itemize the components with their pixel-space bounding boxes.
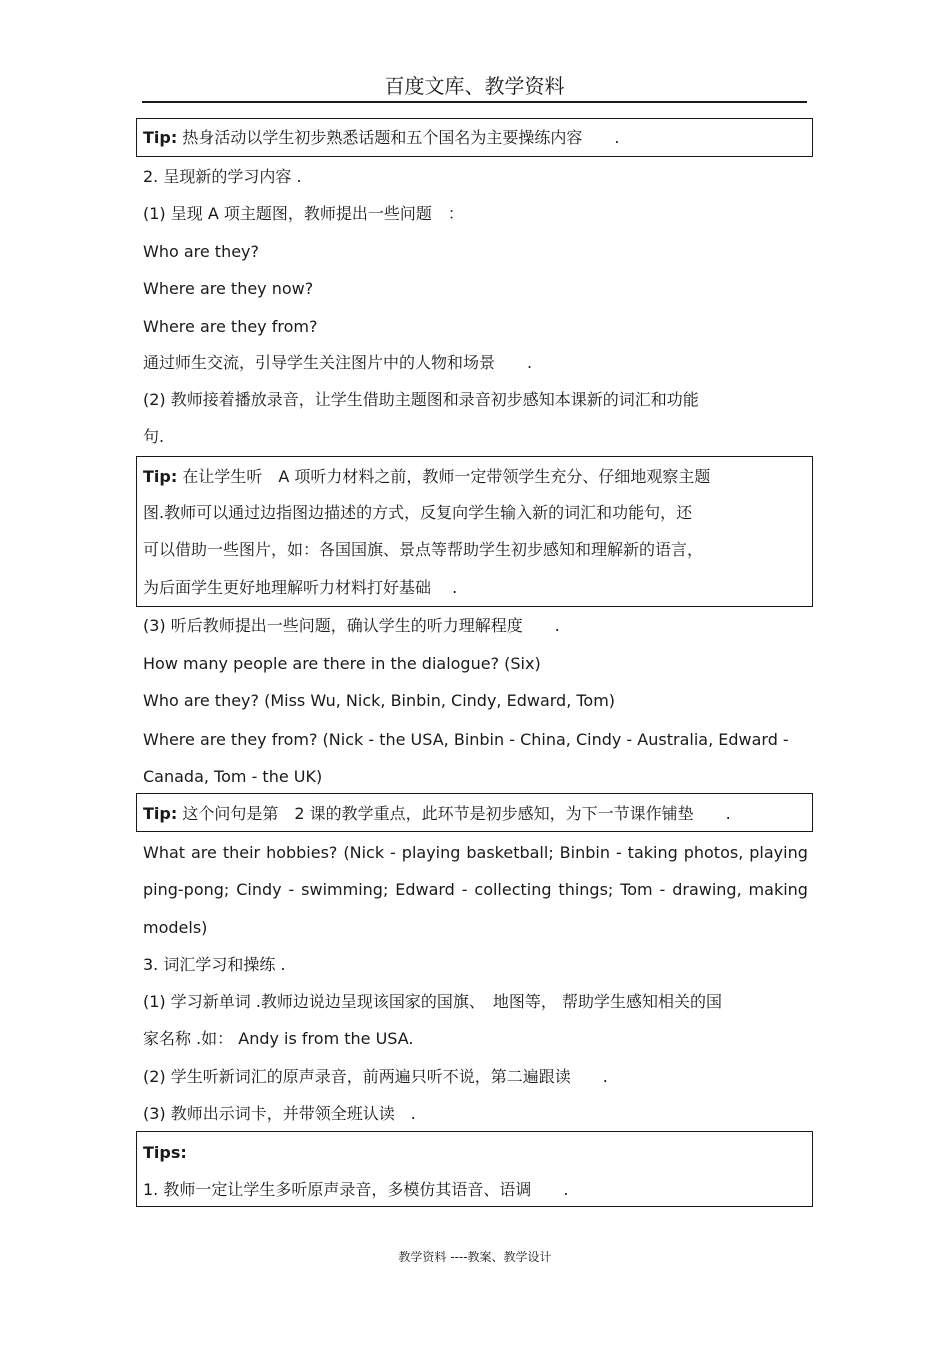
hobbies-line2 — [143, 879, 808, 901]
tip-line — [143, 466, 710, 488]
hobbies-word: playing — [749, 843, 808, 862]
hobbies-word: making — [748, 880, 808, 899]
tips-box-vocab — [136, 1131, 813, 1207]
question-where-countries-line2: Canada, Tom - the UK) — [143, 767, 323, 786]
section-heading-3: 3. 词汇学习和操练 . — [143, 955, 286, 974]
tip-line: 为后面学生更好地理解听力材料打好基础 . — [143, 578, 458, 597]
tip-line: 可以借助一些图片，如：各国国旗、景点等帮助学生初步感知和理解新的语言， — [143, 540, 704, 559]
vocab-step-1-line1: (1) 学习新单词 .教师边说边呈现该国家的国旗、 地图等， 帮助学生感知相关的国 — [143, 992, 723, 1011]
hobbies-word: - — [615, 843, 622, 862]
tip-text: 在让学生听 A 项听力材料之前，教师一定带领学生充分、仔细地观察主题 — [182, 467, 711, 486]
hobbies-word: Cindy — [236, 880, 282, 899]
hobbies-word: - — [461, 880, 468, 899]
step-3-text: (3) 听后教师提出一些问题，确认学生的听力理解程度 . — [143, 616, 560, 635]
hobbies-word: ping-pong; — [143, 880, 230, 899]
hobbies-word: are — [191, 843, 217, 862]
hobbies-word: taking — [627, 843, 678, 862]
step-1-text: (1) 呈现 A 项主题图，教师提出一些问题 ： — [143, 204, 464, 223]
step-2-text-line1: (2) 教师接着播放录音，让学生借助主题图和录音初步感知本课新的词汇和功能 — [143, 390, 699, 409]
hobbies-line1 — [143, 842, 808, 864]
tip-label: Tip: — [143, 128, 178, 147]
tips-label-text: Tips: — [143, 1143, 187, 1162]
hobbies-line3: models) — [143, 918, 208, 937]
tip-text: 热身活动以学生初步熟悉话题和五个国名为主要操练内容 . — [182, 128, 620, 147]
header-divider — [142, 101, 807, 103]
vocab-step-3: (3) 教师出示词卡，并带领全班认读 . — [143, 1104, 416, 1123]
vocab-step-2: (2) 学生听新词汇的原声录音，前两遍只听不说，第二遍跟读 . — [143, 1067, 608, 1086]
hobbies-word: drawing, — [672, 880, 742, 899]
hobbies-word: Tom — [620, 880, 653, 899]
hobbies-word: Binbin — [559, 843, 610, 862]
tip-label: Tip: — [143, 804, 178, 823]
tip-box-listening — [136, 456, 813, 607]
hobbies-word: their — [222, 843, 261, 862]
hobbies-word: basketball; — [466, 843, 554, 862]
tip-line — [143, 127, 619, 149]
question-how-many: How many people are there in the dialogue? (Six) — [143, 654, 541, 673]
hobbies-word: - — [390, 843, 396, 862]
hobbies-word: - — [288, 880, 295, 899]
page-header-title: 百度文库、教学资料 — [384, 74, 565, 98]
section-heading-2: 2. 呈现新的学习内容 . — [143, 167, 302, 186]
hobbies-word: swimming; — [301, 880, 389, 899]
page-footer: 教学资料 ----教案、教学设计 — [398, 1250, 552, 1264]
hobbies-word: (Nick — [343, 843, 385, 862]
question-where-now: Where are they now? — [143, 279, 314, 298]
tip-line: 图.教师可以通过边指图边描述的方式，反复向学生输入新的词汇和功能句，还 — [143, 503, 693, 522]
hobbies-word: photos, — [683, 843, 744, 862]
tips-line: 1. 教师一定让学生多听原声录音，多模仿其语音、语调 . — [143, 1180, 569, 1199]
tips-label — [143, 1142, 187, 1164]
hobbies-word: collecting — [474, 880, 552, 899]
question-where-countries-line1: Where are they from? (Nick - the USA, Binbin - China, Cindy - Australia, Edward - — [143, 730, 789, 749]
tip-line — [143, 803, 731, 825]
tip-box-warmup — [136, 118, 813, 157]
question-who: Who are they? — [143, 242, 260, 261]
tip-label: Tip: — [143, 467, 178, 486]
tip-text: 这个问句是第 2 课的教学重点，此环节是初步感知，为下一节课作铺垫 . — [182, 804, 731, 823]
step-2-text-line2: 句. — [143, 427, 165, 446]
hobbies-word: What — [143, 843, 186, 862]
hobbies-word: - — [659, 880, 666, 899]
question-who-names: Who are they? (Miss Wu, Nick, Binbin, Cindy, Edward, Tom) — [143, 691, 616, 710]
hobbies-word: things; — [558, 880, 614, 899]
hobbies-word: playing — [401, 843, 461, 862]
question-where-from: Where are they from? — [143, 317, 318, 336]
hobbies-word: hobbies? — [266, 843, 338, 862]
vocab-step-1-line2: 家名称 .如： Andy is from the USA. — [143, 1029, 414, 1048]
guide-text: 通过师生交流，引导学生关注图片中的人物和场景 . — [143, 353, 533, 372]
hobbies-word: Edward — [395, 880, 455, 899]
tip-box-focus — [136, 793, 813, 832]
